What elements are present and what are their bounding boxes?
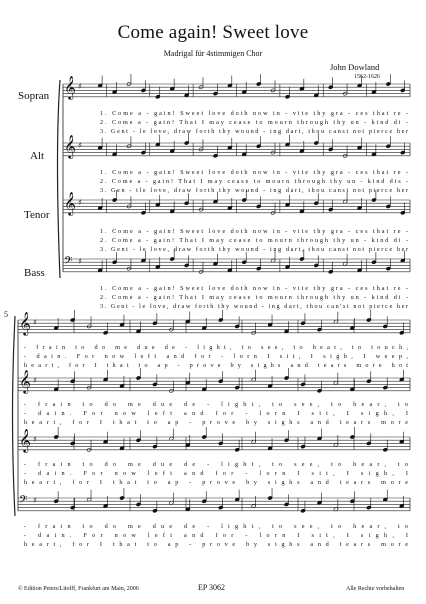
key-signature-tenor-2: ♯ xyxy=(33,435,37,444)
lyrics-tenor-1: 3. Gent - le love, draw forth thy wound - ing dart, thou canst not pierce her xyxy=(100,246,409,253)
key-signature-alt-2: ♯ xyxy=(33,376,37,385)
lyrics-bass-1: 2. Come a - gain! That I may cease to mourn through thy un - kind di - xyxy=(100,294,408,301)
clef-tenor-1: 𝄞 xyxy=(64,191,76,215)
lyrics-bass-2: - frain to do me due de - light, to see, to hear, to xyxy=(24,523,408,530)
rights-notice: Alle Rechte vorbehalten xyxy=(346,586,405,592)
lyrics-tenor-1: 2. Come a - gain! That I may cease to mourn through thy un - kind di - xyxy=(100,237,408,244)
system-2-brace xyxy=(13,316,16,516)
key-signature-bass-2: ♯ xyxy=(33,496,37,505)
clef-tenor-2: 𝄞 xyxy=(19,428,31,452)
clef-sopran-2: 𝄞 xyxy=(19,311,31,335)
lyrics-bass-1: 3. Gent - le love, draw forth thy wound - ing dart, thou can'st not pierce her xyxy=(100,303,408,310)
lyrics-sopran-1: 3. Gent - le love, draw forth thy wound - ing dart, thou canst not pierce her xyxy=(100,128,409,135)
copyright-notice: © Edition Peters/Litolff, Frankfurt am Main, 2006 xyxy=(18,586,139,592)
edition-number: EP 3062 xyxy=(198,583,226,592)
system-1-brace xyxy=(58,80,61,278)
clef-sopran-1: 𝄞 xyxy=(64,75,76,99)
key-signature-alt-1: ♯ xyxy=(78,141,82,150)
lyrics-sopran-1: 2. Come a - gain! That I may cease to mourn through thy un - kind di - xyxy=(100,119,408,126)
lyrics-alt-2: - dain. For now left and for - lorn I sit, I sigh, I xyxy=(24,410,408,417)
lyrics-bass-1: 1. Come a - gain! Sweet love doth now in - vite thy gra - ces that re - xyxy=(100,285,408,292)
key-signature-tenor-1: ♯ xyxy=(78,198,82,207)
lyrics-tenor-1: 1. Come a - gain! Sweet love doth now in - vite thy gra - ces that re - xyxy=(100,228,408,235)
clef-alt-1: 𝄞 xyxy=(64,134,76,158)
lyrics-tenor-2: heart, for I that to ap - prove by sighs and tears more xyxy=(24,479,409,486)
lyrics-sopran-2: - frain to do me due de - light, to see, to hear, to touch, xyxy=(24,344,408,351)
lyrics-alt-2: heart, for I that to ap - prove by sighs and tears more xyxy=(24,419,409,426)
lyrics-bass-2: - dain. For now left and for - lorn I sit, I sigh, I xyxy=(24,532,408,539)
composer-name: John Dowland xyxy=(330,62,380,72)
lyrics-bass-2: heart, for I that to ap - prove by sighs and tears more xyxy=(24,541,409,548)
lyrics-sopran-2: heart, for I that to ap - prove by sighs and tears more hot xyxy=(24,362,408,369)
clef-alt-2: 𝄞 xyxy=(19,369,31,393)
lyrics-sopran-2: - dain. For now left and for - lorn I sit, I sigh, I weep, xyxy=(24,353,409,360)
clef-bass-1: 𝄢 xyxy=(64,255,73,270)
lyrics-tenor-2: - frain to do me due de - light, to see, to hear, to xyxy=(24,461,408,468)
measure-number: 5 xyxy=(4,310,8,319)
voice-label-sopran: Sopran xyxy=(18,90,50,102)
lyrics-alt-1: 1. Come a - gain! Sweet love doth now in - vite thy gra - ces that re - xyxy=(100,169,408,176)
composer-dates: 1562-1626 xyxy=(354,74,380,80)
key-signature-bass-1: ♯ xyxy=(78,257,82,266)
voice-label-bass: Bass xyxy=(24,267,45,279)
lyrics-alt-1: 2. Come a - gain! That I may cease to mourn through thy un - kind dis - xyxy=(100,178,408,185)
key-signature-sopran-2: ♯ xyxy=(33,318,37,327)
piece-title: Come again! Sweet love xyxy=(117,22,309,43)
key-signature-sopran-1: ♯ xyxy=(78,82,82,91)
voice-label-alt: Alt xyxy=(30,150,45,162)
lyrics-tenor-2: - dain. For now left and for - lorn I sit, I sigh, I xyxy=(24,470,408,477)
clef-bass-2: 𝄢 xyxy=(19,494,28,509)
lyrics-alt-1: 3. Gen - tle love, draw forth thy wound - ing dart, thou canst not pierce her xyxy=(100,187,409,194)
lyrics-sopran-1: 1. Come a - gain! Sweet love doth now in - vite thy gra - ces that re - xyxy=(100,110,408,117)
piece-subtitle: Madrigal für 4stimmigen Chor xyxy=(163,49,263,58)
lyrics-alt-2: - frain to do me due de - light, to see, to hear, to xyxy=(24,401,408,408)
voice-label-tenor: Tenor xyxy=(24,209,50,221)
